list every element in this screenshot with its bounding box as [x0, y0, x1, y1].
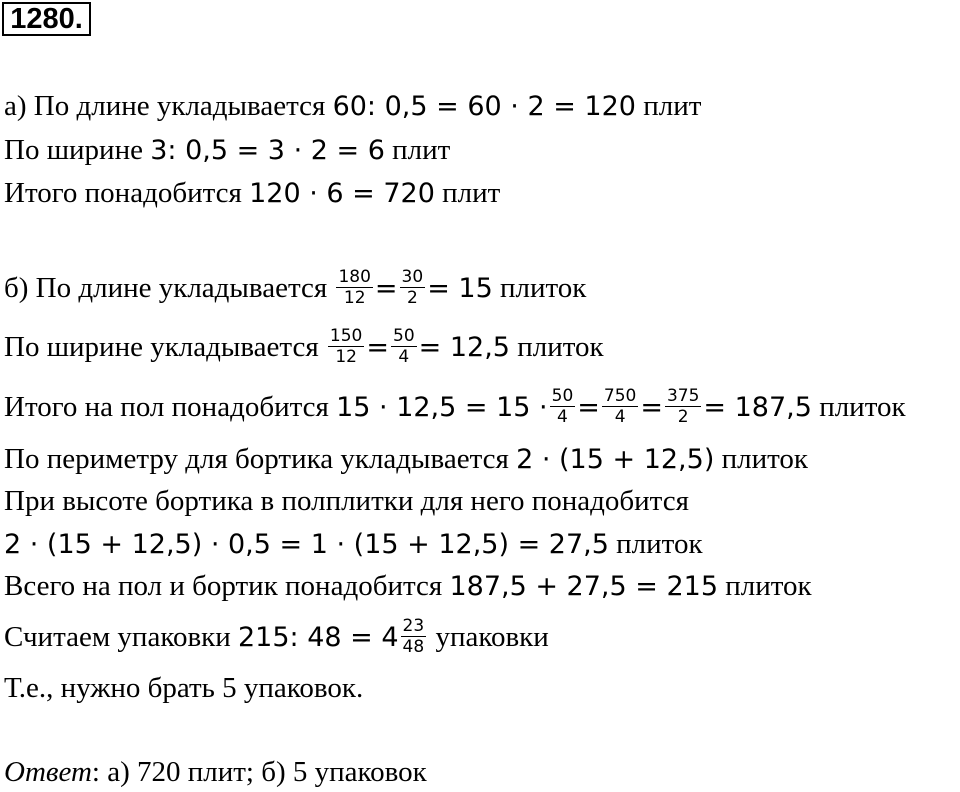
text: Всего на пол и бортик понадобится — [4, 570, 443, 602]
line-b7 — [4, 566, 812, 606]
fraction — [602, 386, 638, 427]
unit: плиток — [616, 528, 703, 560]
fraction — [328, 326, 364, 367]
line-b5 — [4, 481, 689, 521]
unit: плиток — [819, 391, 906, 423]
numerator: 150 — [329, 325, 363, 346]
math: = 12,5 — [418, 332, 510, 363]
fraction — [550, 386, 576, 427]
answer-text: : а) 720 плит; б) 5 упаковок — [91, 756, 427, 788]
fraction — [665, 386, 701, 427]
line-b8 — [4, 617, 549, 657]
unit: плиток — [517, 331, 604, 363]
line-b3 — [4, 387, 906, 427]
fraction — [391, 326, 417, 367]
equals: = — [374, 273, 398, 304]
unit: плит — [643, 90, 702, 122]
math: 60: 0,5 = 60 · 2 = 120 — [332, 91, 636, 122]
text: По ширине укладывается — [4, 331, 319, 363]
numerator: 375 — [666, 385, 700, 406]
text: Т.е., нужно брать 5 упаковок. — [4, 672, 364, 704]
denominator: 2 — [406, 287, 418, 308]
fraction — [400, 267, 426, 308]
numerator: 750 — [603, 385, 637, 406]
denominator: 4 — [557, 406, 568, 427]
line-a3 — [4, 173, 500, 213]
text: Считаем упаковки — [4, 621, 231, 653]
line-a1 — [4, 86, 701, 126]
unit: плит — [442, 177, 501, 209]
numerator: 23 — [402, 615, 425, 636]
text: а) По длине укладывается — [4, 90, 326, 122]
text: По ширине — [4, 134, 143, 166]
line-b2 — [4, 327, 604, 367]
denominator: 2 — [677, 406, 689, 427]
math: = 15 — [427, 273, 493, 304]
unit: упаковки — [435, 621, 549, 653]
denominator: 12 — [335, 346, 357, 367]
unit: плит — [392, 134, 451, 166]
math: 2 · (15 + 12,5) · 0,5 = 1 · (15 + 12,5) = 27,5 — [4, 529, 609, 560]
line-b4 — [4, 439, 808, 479]
unit: плиток — [500, 272, 587, 304]
numerator: 50 — [551, 385, 574, 406]
fraction — [401, 616, 427, 657]
math: 187,5 + 27,5 = 215 — [449, 571, 718, 602]
denominator: 4 — [614, 406, 626, 427]
unit: плиток — [725, 570, 812, 602]
text: Итого понадобится — [4, 177, 242, 209]
equals: = — [640, 392, 663, 423]
equals: = — [366, 332, 389, 363]
numerator: 30 — [401, 266, 424, 287]
unit: плиток — [721, 443, 809, 475]
denominator: 4 — [398, 346, 410, 367]
denominator: 48 — [402, 636, 425, 657]
text: По периметру для бортика укладывается — [4, 443, 509, 475]
math: 120 · 6 = 720 — [249, 178, 435, 209]
math: 15 · 12,5 = 15 · — [336, 392, 548, 423]
line-a2 — [4, 130, 450, 170]
numerator: 180 — [338, 266, 371, 287]
math: 3: 0,5 = 3 · 2 = 6 — [150, 135, 385, 166]
equals: = — [577, 392, 600, 423]
line-b9 — [4, 668, 363, 708]
denominator: 12 — [343, 287, 366, 308]
line-b6 — [4, 524, 703, 564]
answer-label: Ответ — [4, 756, 92, 788]
line-b1 — [4, 268, 586, 308]
fraction — [336, 267, 372, 308]
text: При высоте бортика в полплитки для него понадобится — [4, 485, 689, 517]
math: = 187,5 — [703, 392, 812, 423]
text: б) По длине укладывается — [4, 272, 328, 304]
numerator: 50 — [393, 325, 415, 346]
answer-line — [4, 752, 427, 792]
math: 215: 48 = 4 — [238, 622, 399, 653]
problem-number: 1280. — [2, 2, 91, 36]
text: Итого на пол понадобится — [4, 391, 329, 423]
math: 2 · (15 + 12,5) — [516, 444, 715, 475]
